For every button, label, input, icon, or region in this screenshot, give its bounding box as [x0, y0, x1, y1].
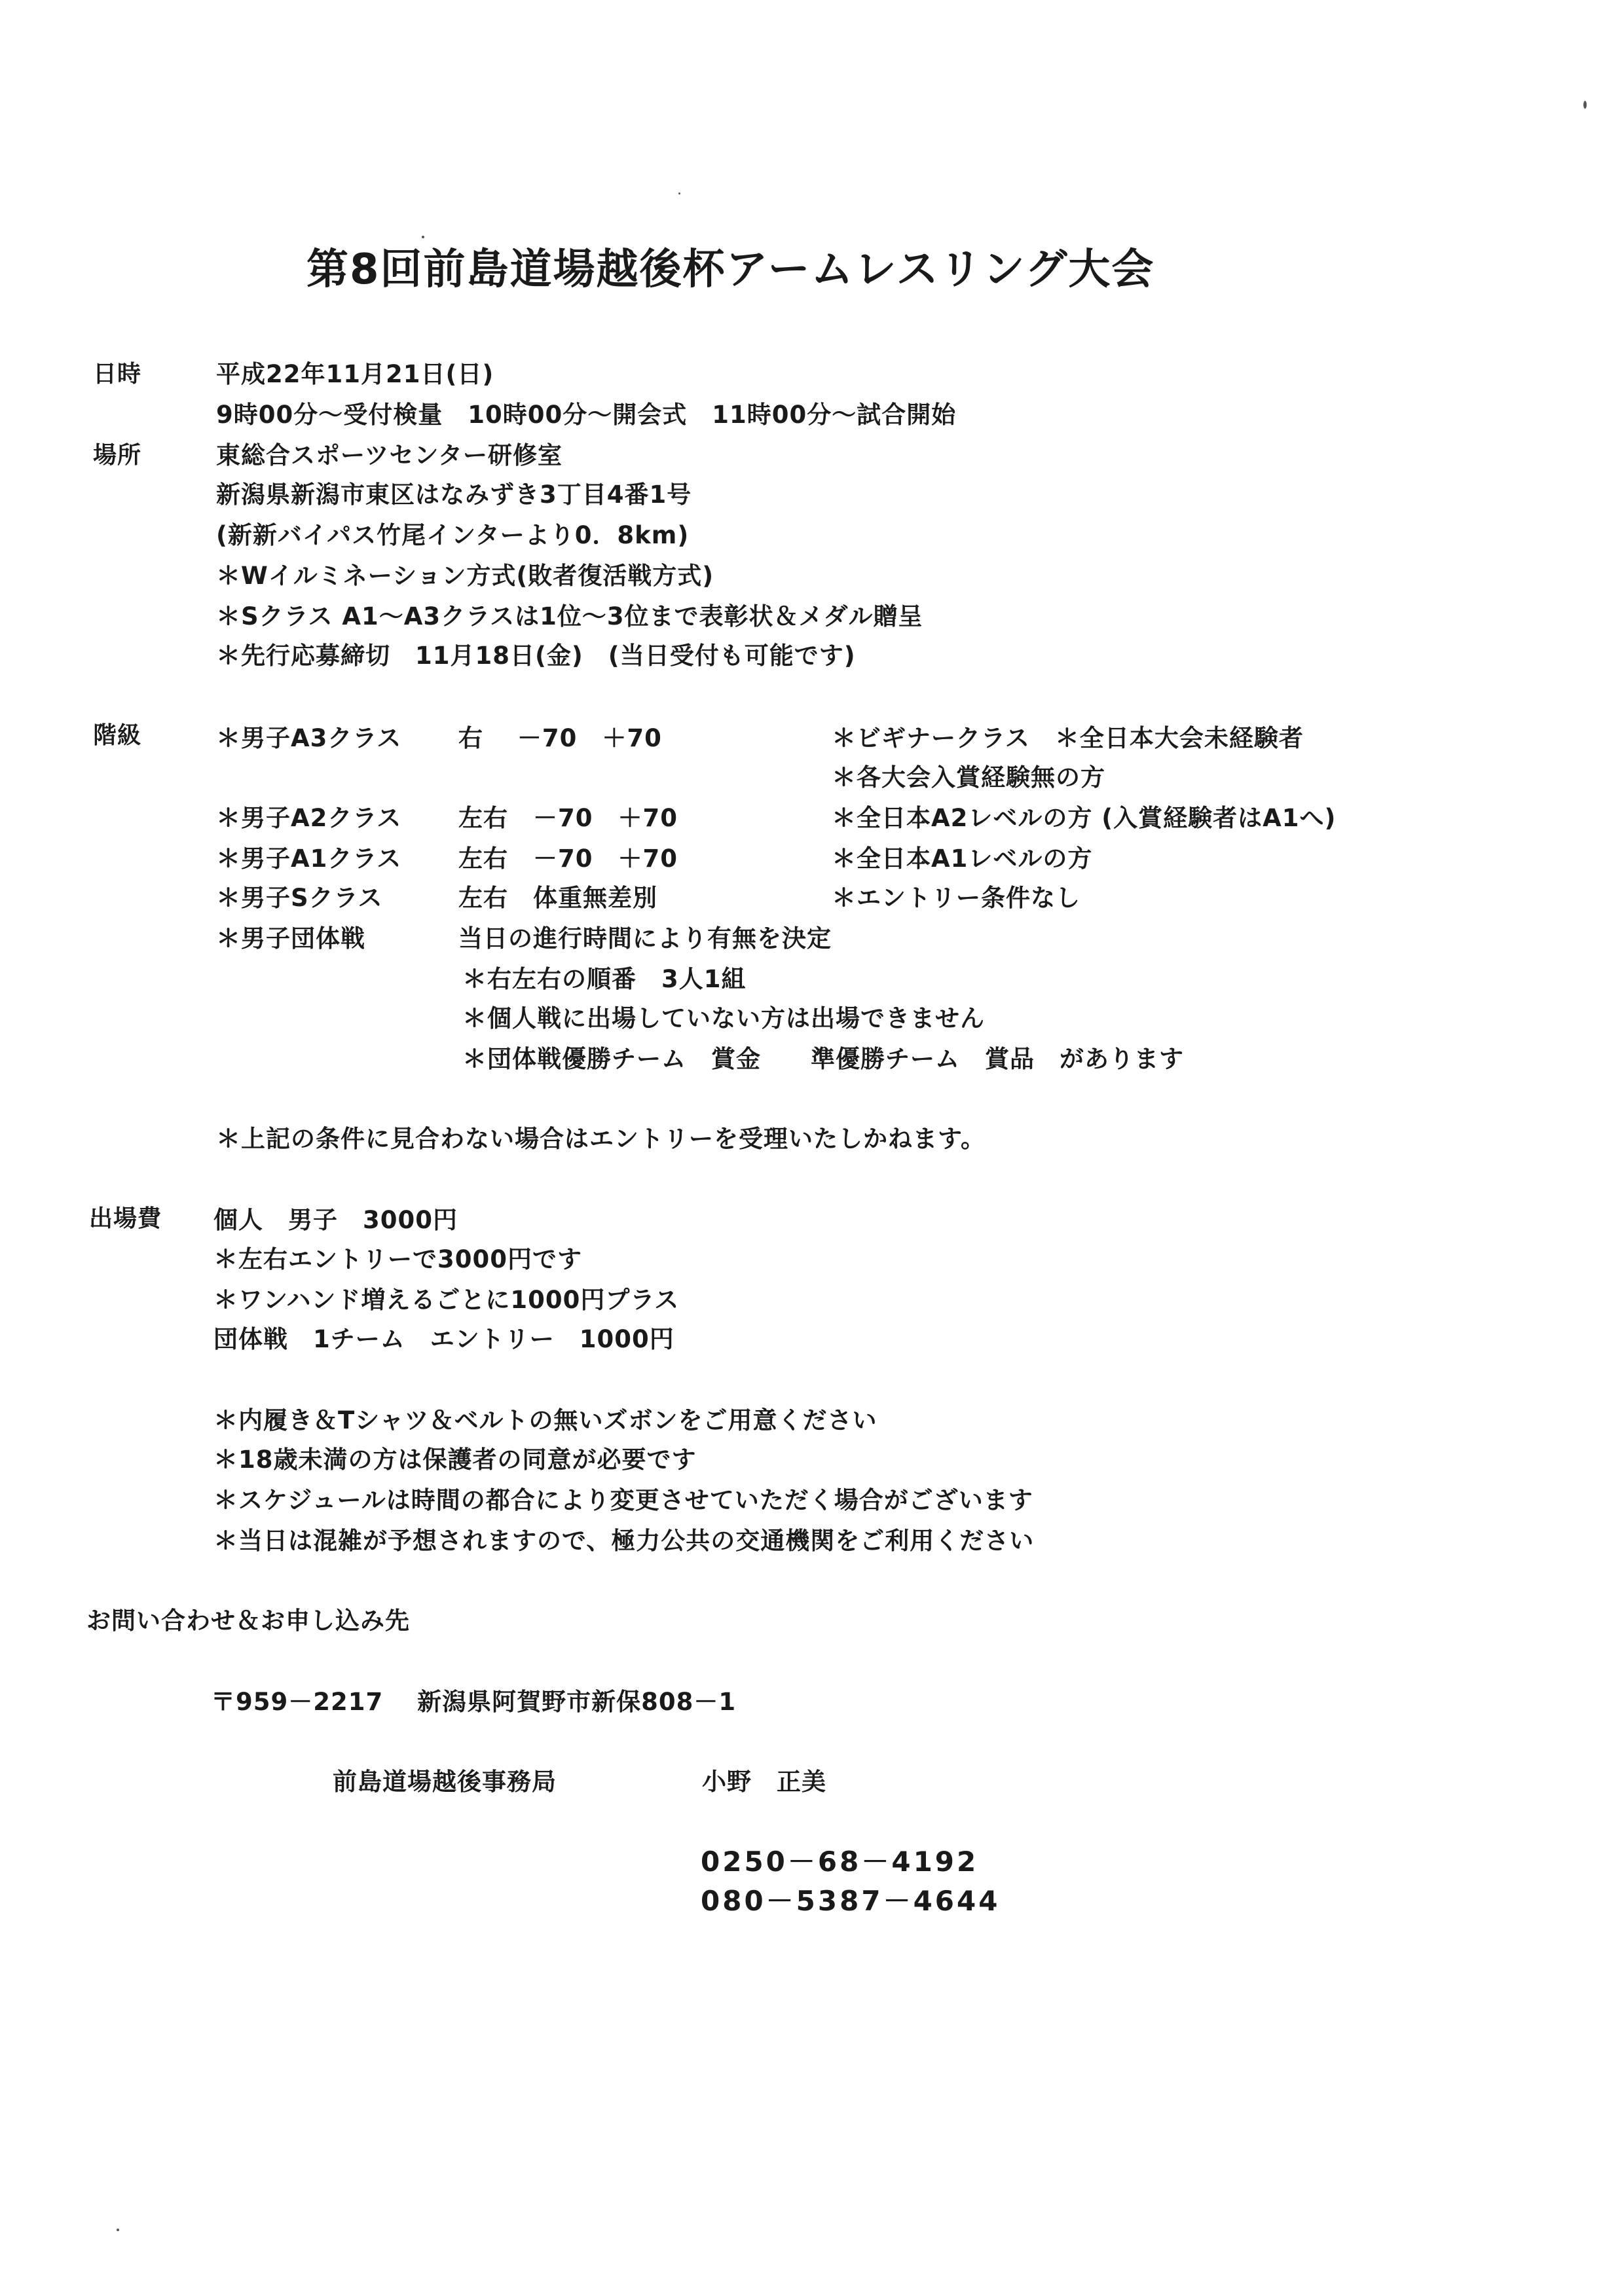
- class-name: ＊男子A1クラス: [216, 845, 402, 873]
- venue-access: (新新バイパス竹尾インターより0．8km): [216, 521, 690, 549]
- fee-line: ＊ワンハンド増えるごとに1000円プラス: [213, 1286, 680, 1314]
- datetime-label: 日時: [93, 361, 142, 388]
- scan-speck: [117, 2229, 119, 2231]
- class-condition: ＊エントリー条件なし: [832, 884, 1080, 912]
- notice-line: ＊18歳未満の方は保護者の同意が必要です: [213, 1446, 697, 1474]
- venue-note: ＊Wイルミネーション方式(敗者復活戦方式): [216, 562, 714, 590]
- fee-line: ＊左右エントリーで3000円です: [213, 1245, 582, 1273]
- notice-line: ＊スケジュールは時間の都合により変更させていただく場合がございます: [213, 1486, 1033, 1514]
- class-hand: 当日の進行時間により有無を決定: [458, 924, 832, 953]
- class-hand: 左右 －70 ＋70: [458, 845, 678, 873]
- contact-phone: 0250－68－4192: [701, 1846, 979, 1878]
- venue-address: 新潟県新潟市東区はなみずき3丁目4番1号: [216, 481, 692, 509]
- scan-speck: [422, 236, 424, 238]
- class-condition: ＊各大会入賞経験無の方: [832, 763, 1105, 792]
- fee-line: 個人 男子 3000円: [213, 1206, 458, 1234]
- contact-phone: 080－5387－4644: [701, 1885, 1001, 1917]
- class-name: ＊男子団体戦: [216, 924, 365, 953]
- event-schedule: 9時00分～受付検量 10時00分～開会式 11時00分～試合開始: [216, 401, 957, 429]
- fee-line: 団体戦 1チーム エントリー 1000円: [213, 1325, 674, 1353]
- event-date: 平成22年11月21日(日): [216, 360, 494, 388]
- class-condition: ＊全日本A1レベルの方: [832, 845, 1093, 873]
- venue-note: ＊先行応募締切 11月18日(金) (当日受付も可能です): [216, 642, 856, 670]
- class-hand: 左右 －70 ＋70: [458, 804, 678, 832]
- scan-speck: [1583, 101, 1587, 109]
- class-name: ＊男子Sクラス: [216, 884, 383, 912]
- contact-office: 前島道場越後事務局: [333, 1768, 557, 1796]
- contact-postal-address: 〒959－2217 新潟県阿賀野市新保808－1: [211, 1688, 737, 1716]
- class-condition: ＊全日本A2レベルの方 (入賞経験者はA1へ): [832, 804, 1337, 832]
- class-condition: ＊ビギナークラス ＊全日本大会未経験者: [832, 724, 1304, 752]
- class-name: ＊男子A3クラス: [216, 724, 402, 752]
- fees-label: 出場費: [89, 1205, 162, 1232]
- page-title: 第8回前島道場越後杯アームレスリング大会: [306, 246, 1155, 294]
- venue-label: 場所: [93, 442, 142, 469]
- team-note: ＊団体戦優勝チーム 賞金 準優勝チーム 賞品 があります: [462, 1045, 1184, 1073]
- team-note: ＊個人戦に出場していない方は出場できません: [462, 1004, 985, 1032]
- team-note: ＊右左右の順番 3人1組: [462, 965, 747, 993]
- venue-name: 東総合スポーツセンター研修室: [216, 441, 563, 469]
- venue-note: ＊Sクラス A1～A3クラスは1位～3位まで表彰状＆メダル贈呈: [216, 602, 923, 630]
- scan-speck: [678, 192, 680, 194]
- classes-footnote: ＊上記の条件に見合わない場合はエントリーを受理いたしかねます。: [216, 1125, 986, 1153]
- class-name: ＊男子A2クラス: [216, 804, 402, 832]
- notice-line: ＊内履き＆Tシャツ＆ベルトの無いズボンをご用意ください: [213, 1406, 877, 1434]
- class-hand: 右 －70 ＋70: [458, 724, 662, 752]
- classes-label: 階級: [93, 722, 142, 749]
- notice-line: ＊当日は混雑が予想されますので、極力公共の交通機関をご利用ください: [213, 1527, 1035, 1555]
- contact-heading: お問い合わせ＆お申し込み先: [86, 1607, 410, 1635]
- class-hand: 左右 体重無差別: [458, 884, 657, 912]
- contact-person: 小野 正美: [702, 1768, 826, 1796]
